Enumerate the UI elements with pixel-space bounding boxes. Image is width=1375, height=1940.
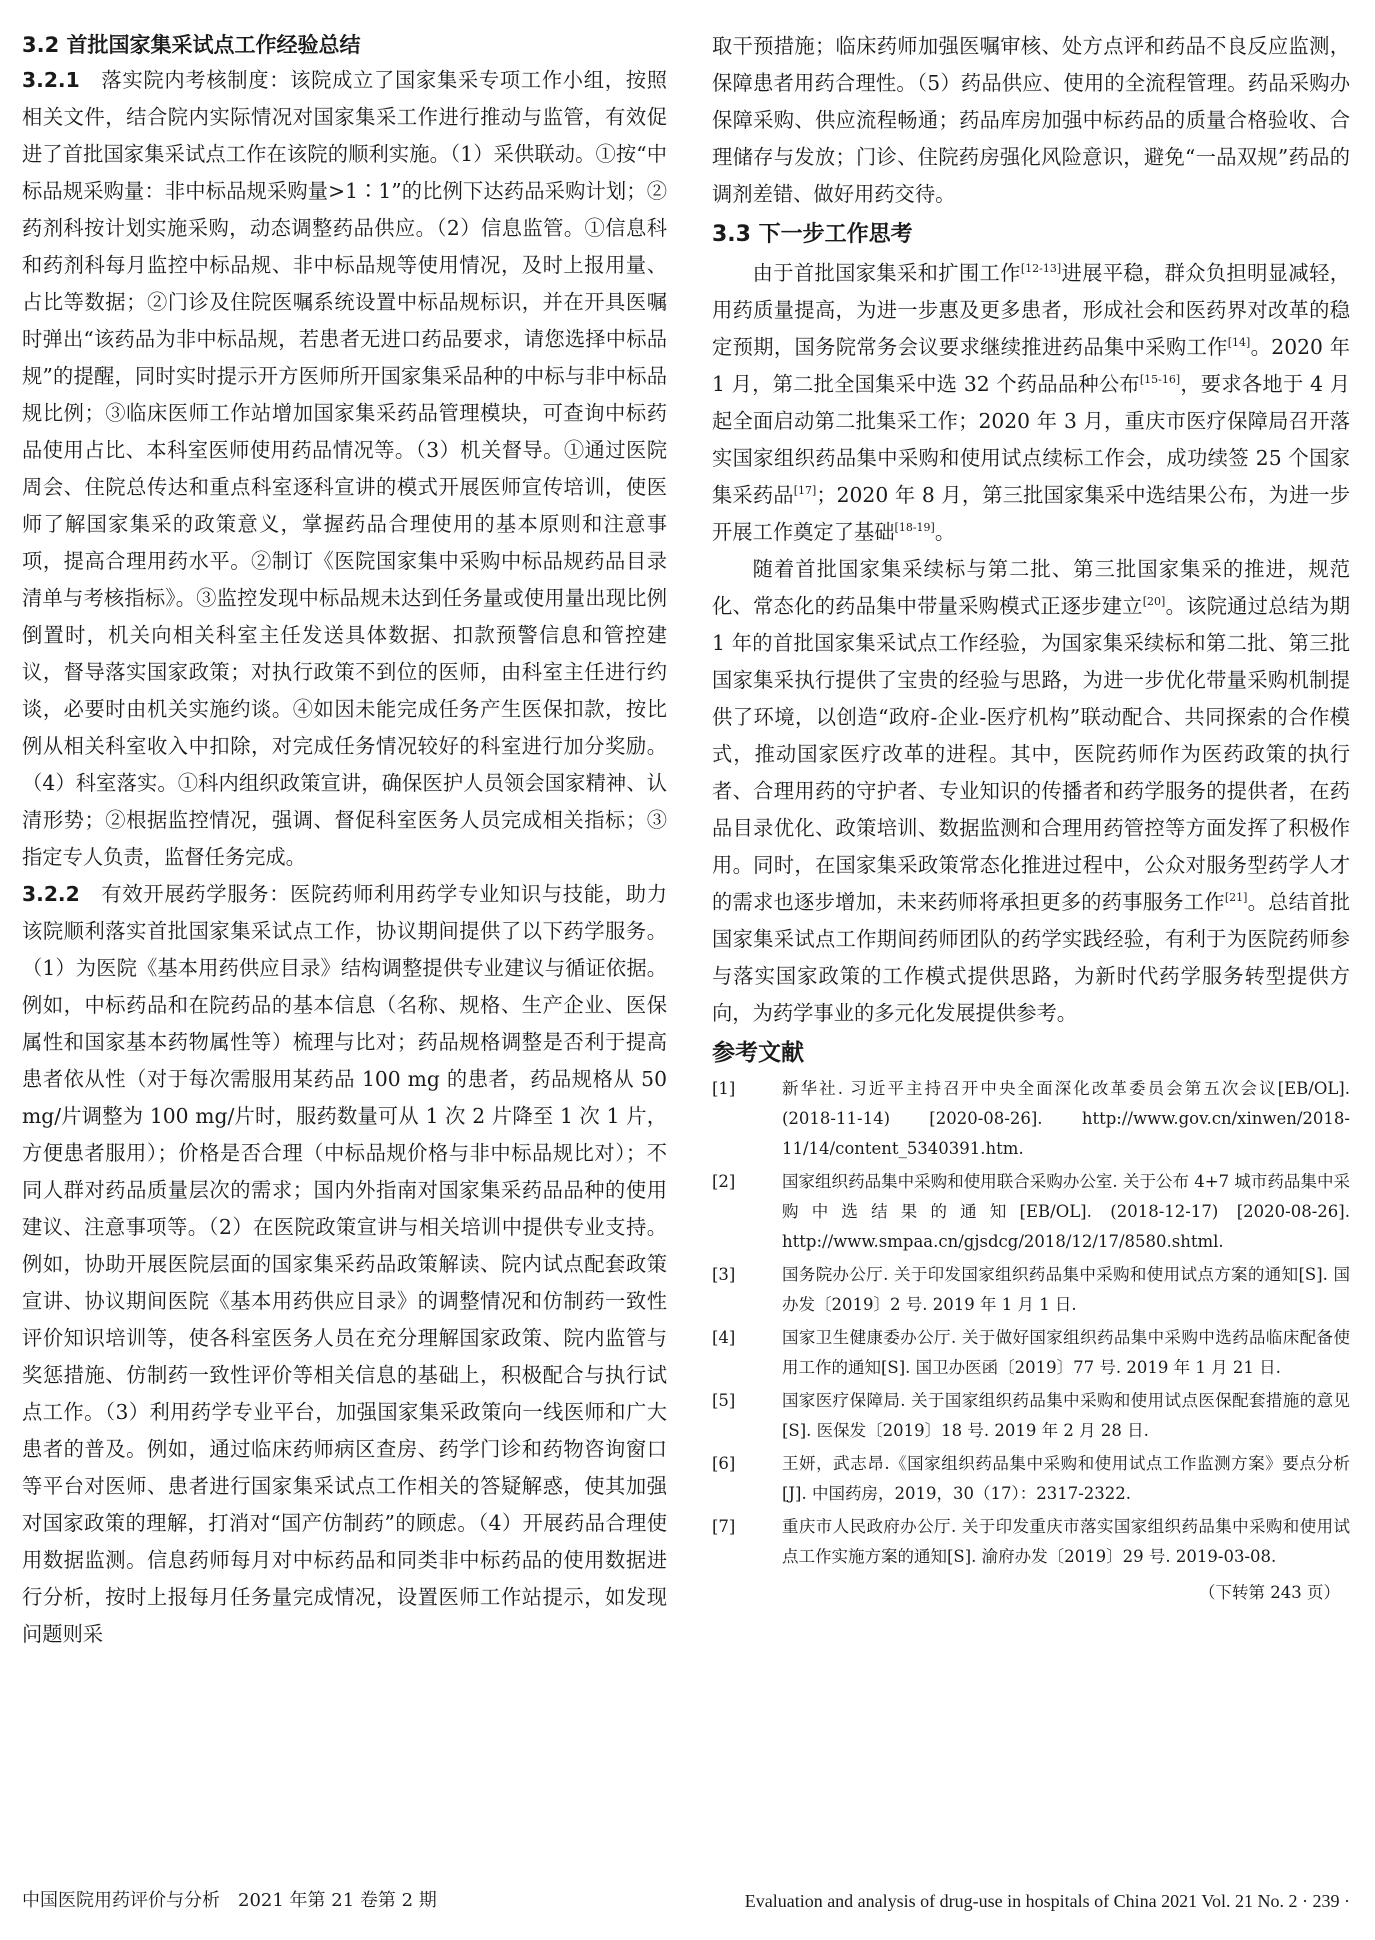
text-run: 进展平稳，群众负担明显减轻，用药质量提高，为进一步惠及更多患者，形成社会和医药界对改革的稳定预期，国务院常务会议要求继续推进药品集中采购工作 — [712, 261, 1350, 359]
reference-text: 国家组织药品集中采购和使用联合采购办公室. 关于公布 4+7 城市药品集中采购中选结果的通知[EB/OL]. (2018-12-17) [2020-08-26]. http://www.smpaa.cn/gjsdcg/2018/12/17/8580.shtml. — [782, 1172, 1350, 1251]
reference-number: [7] — [712, 1517, 736, 1536]
paragraph-lead: 落实院内考核制度： — [101, 68, 291, 92]
citation[interactable]: [12-13] — [1020, 262, 1062, 276]
reference-number: [3] — [712, 1265, 736, 1284]
reference-text: 国家卫生健康委办公厅. 关于做好国家组织药品集中采购中选药品临床配备使用工作的通知[S]. 国卫办医函〔2019〕77 号. 2019 年 1 月 21 日. — [782, 1328, 1350, 1377]
section-heading-3-3: 3.3 下一步工作思考 — [712, 222, 913, 247]
reference-text: 新华社. 习近平主持召开中央全面深化改革委员会第五次会议[EB/OL]. (2018-11-14) [2020-08-26]. http://www.gov.cn/xinwen/2018-11/14/content_5340391.htm. — [782, 1079, 1350, 1158]
reference-number: [4] — [712, 1328, 736, 1347]
reference-item — [712, 1512, 1350, 1572]
references-heading: 参考文献 — [712, 1040, 804, 1066]
reference-item — [712, 1323, 1350, 1383]
reference-number: [6] — [712, 1454, 736, 1473]
journal-name-en: Evaluation and analysis of drug-use in hospitals of China 2021 Vol. 21 No. 2 · 239 · — [744, 1891, 1350, 1911]
citation[interactable]: [14] — [1227, 336, 1251, 350]
paragraph-3-2-2 — [22, 876, 667, 1653]
reference-text: 重庆市人民政府办公厅. 关于印发重庆市落实国家组织药品集中采购和使用试点工作实施方案的通知[S]. 渝府办发〔2019〕29 号. 2019-03-08. — [782, 1517, 1350, 1566]
reference-item — [712, 1167, 1350, 1257]
journal-name-cn: 中国医院用药评价与分析 2021 年第 21 卷第 2 期 — [22, 1890, 437, 1911]
reference-text: 国务院办公厅. 关于印发国家组织药品集中采购和使用试点方案的通知[S]. 国办发〔2019〕2 号. 2019 年 1 月 1 日. — [782, 1265, 1350, 1314]
right-column — [712, 28, 1350, 1608]
section-number: 3.2.1 — [22, 68, 80, 92]
citation[interactable]: [20] — [1142, 595, 1166, 609]
reference-list — [712, 1074, 1350, 1572]
paragraph-lead: 有效开展药学服务： — [101, 882, 291, 906]
continued-note: （下转第 243 页） — [1199, 1583, 1340, 1602]
reference-number: [5] — [712, 1391, 736, 1410]
text-run: 。2020 年 1 月，第二批全国集采中选 32 个药品品种公布 — [712, 335, 1350, 396]
paragraph-continued: 取干预措施；临床药师加强医嘱审核、处方点评和药品不良反应监测，保障患者用药合理性。（5）药品供应、使用的全流程管理。药品采购办保障采购、供应流程畅通；药品库房加强中标药品的质量合格验收、合理储存与发放；门诊、住院药房强化风险意识，避免“一品双规”药品的调剂差错、做好用药交待。 — [712, 34, 1350, 206]
citation[interactable]: [21] — [1224, 891, 1248, 905]
reference-number: [1] — [712, 1079, 736, 1098]
text-run: 由于首批国家集采和扩围工作 — [752, 261, 1021, 285]
section-heading-3-2: 3.2 首批国家集采试点工作经验总结 — [22, 33, 361, 57]
reference-item — [712, 1074, 1350, 1164]
reference-item — [712, 1386, 1350, 1446]
reference-item — [712, 1449, 1350, 1509]
text-run: 。 — [934, 520, 956, 544]
text-run: 。总结首批国家集采试点工作期间药师团队的药学实践经验，有利于为医院药师参与落实国家政策的工作模式提供思路，为新时代药学服务转型提供方向，为药学事业的多元化发展提供参考。 — [712, 890, 1350, 1025]
reference-text: 国家医疗保障局. 关于国家组织药品集中采购和使用试点医保配套措施的意见[S]. 医保发〔2019〕18 号. 2019 年 2 月 28 日. — [782, 1391, 1350, 1440]
left-column — [22, 28, 667, 1653]
section-number: 3.2.2 — [22, 882, 80, 906]
citation[interactable]: [15-16] — [1139, 373, 1181, 387]
text-run: ；2020 年 8 月，第三批国家集采中选结果公布，为进一步开展工作奠定了基础 — [712, 483, 1350, 544]
text-run: ，要求各地于 4 月起全面启动第二批集采工作；2020 年 3 月，重庆市医疗保障局召开落实国家组织药品集中采购和使用试点续标工作会，成功续签 25 个国家集采药品 — [712, 372, 1350, 507]
paragraph-3-2-1 — [22, 62, 667, 876]
paragraph-text: 该院成立了国家集采专项工作小组，按照相关文件，结合院内实际情况对国家集采工作进行推动与监管，有效促进了首批国家集采试点工作在该院的顺利实施。（1）采供联动。①按“中标品规采购量：非中标品规采购量>1∶1”的比例下达药品采购计划；②药剂科按计划实施采购，动态调整药品供应。（2）信息监管。①信息科和药剂科每月监控中标品规、非中标品规等使用情况，及时上报用量、占比等数据；②门诊及住院医嘱系统设置中标品规标识，并在开具医嘱时弹出“该药品为非中标品规，若患者无进口药品要求，请您选择中标品规”的提醒，同时实时提示开方医师所开国家集采品种的中标与非中标品规比例；③临床医师工作站增加国家集采药品管理模块，可查询中标药品使用占比、本科室医师使用药品情况等。（3）机关督导。①通过医院周会、住院总传达和重点科室逐科宣讲的模式开展医师宣传培训，使医师了解国家集采的政策意义，掌握药品合理使用的基本原则和注意事项，提高合理用药水平。②制订《医院国家集中采购中标品规药品目录清单与考核指标》。③监控发现中标品规未达到任务量或使用量出现比例倒置时，机关向相关科室主任发送具体数据、扣款预警信息和管控建议，督导落实国家政策；对执行政策不到位的医师，由科室主任进行约谈，必要时由机关实施约谈。④如因未能完成任务产生医保扣款，按比例从相关科室收入中扣除，对完成任务情况较好的科室进行加分奖励。（4）科室落实。①科内组织政策宣讲，确保医护人员领会国家精神、认清形势；②根据监控情况，强调、督促科室医务人员完成相关指标；③指定专人负责，监督任务完成。 — [22, 68, 667, 869]
reference-item — [712, 1260, 1350, 1320]
reference-text: 王妍，武志昂.《国家组织药品集中采购和使用试点工作监测方案》要点分析[J]. 中国药房，2019，30（17）：2317-2322. — [782, 1454, 1350, 1503]
paragraph-3-3-b — [712, 551, 1350, 1032]
text-run: 随着首批国家集采续标与第二批、第三批国家集采的推进，规范化、常态化的药品集中带量采购模式正逐步建立 — [712, 557, 1350, 618]
text-run: 。该院通过总结为期 1 年的首批国家集采试点工作经验，为国家集采续标和第二批、第三批国家集采执行提供了宝贵的经验与思路，为进一步优化带量采购机制提供了环境，以创造“政府-企业-医疗机构”联动配合、共同探索的合作模式，推动国家医疗改革的进程。其中，医院药师作为医药政策的执行者、合理用药的守护者、专业知识的传播者和药学服务的提供者，在药品目录优化、政策培训、数据监测和合理用药管控等方面发挥了积极作用。同时，在国家集采政策常态化推进过程中，公众对服务型药学人才的需求也逐步增加，未来药师将承担更多的药事服务工作 — [712, 594, 1350, 914]
paragraph-3-3-a — [712, 255, 1350, 551]
reference-number: [2] — [712, 1172, 736, 1191]
citation[interactable]: [17] — [793, 484, 817, 498]
paragraph-text: 医院药师利用药学专业知识与技能，助力该院顺利落实首批国家集采试点工作，协议期间提供了以下药学服务。（1）为医院《基本用药供应目录》结构调整提供专业建议与循证依据。例如，中标药品和在院药品的基本信息（名称、规格、生产企业、医保属性和国家基本药物属性等）梳理与比对；药品规格调整是否利于提高患者依从性（对于每次需服用某药品 100 mg 的患者，药品规格从 50 mg/片调整为 100 mg/片时，服药数量可从 1 次 2 片降至 1 次 1 片，方便患者服用）；价格是否合理（中标品规价格与非中标品规比对）；不同人群对药品质量层次的需求；国内外指南对国家集采药品品种的使用建议、注意事项等。（2）在医院政策宣讲与相关培训中提供专业支持。例如，协助开展医院层面的国家集采药品政策解读、院内试点配套政策宣讲、协议期间医院《基本用药供应目录》的调整情况和仿制药一致性评价知识培训等，使各科室医务人员在充分理解国家政策、院内监管与奖惩措施、仿制药一致性评价等相关信息的基础上，积极配合与执行试点工作。（3）利用药学专业平台，加强国家集采政策向一线医师和广大患者的普及。例如，通过临床药师病区查房、药学门诊和药物咨询窗口等平台对医师、患者进行国家集采试点工作相关的答疑解惑，使其加强对国家政策的理解，打消对“国产仿制药”的顾虑。（4）开展药品合理使用数据监测。信息药师每月对中标药品和同类非中标药品的使用数据进行分析，按时上报每月任务量完成情况，设置医师工作站提示，如发现问题则采 — [22, 882, 667, 1646]
citation[interactable]: [18-19] — [894, 521, 935, 535]
